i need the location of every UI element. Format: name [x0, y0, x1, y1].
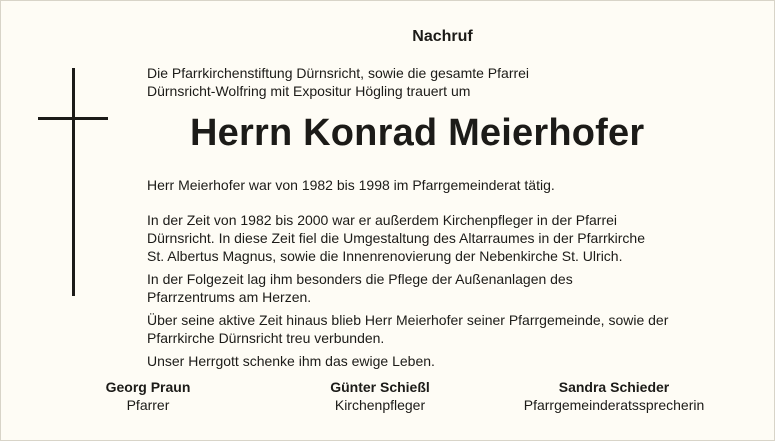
signatory-role: Kirchenpfleger [334, 397, 426, 413]
paragraph-line: Pfarrkirche Dürnsricht treu verbunden. [147, 330, 385, 346]
paragraph-line: Über seine aktive Zeit hinaus blieb Herr Meierhofer seiner Pfarrgemeinde, sowie der [147, 312, 669, 328]
paragraph-line: Dürnsricht. In diese Zeit fiel die Umgestaltung des Altarraumes in der Pfarrkirche [147, 230, 645, 246]
paragraph-later-years [147, 270, 668, 306]
intro-line: Die Pfarrkirchenstiftung Dürnsricht, sowie die gesamte Pfarrei [147, 65, 530, 81]
paragraph-line: In der Folgezeit lag ihm besonders die Pflege der Außenanlagen des [147, 271, 573, 287]
signatory-council-speaker [494, 378, 734, 414]
cross-horizontal-beam [38, 117, 108, 120]
signatory-role: Pfarrer [126, 397, 170, 413]
paragraph-line: In der Zeit von 1982 bis 2000 war er außerdem Kirchenpfleger in der Pfarrei [147, 212, 618, 228]
signatory-role: Pfarrgemeinderatssprecherin [523, 397, 705, 413]
signatory-name: Günter Schießl [330, 379, 430, 395]
paragraph-line: Pfarrzentrums am Herzen. [147, 289, 312, 305]
notice-heading: Nachruf [412, 28, 473, 45]
intro-text [147, 64, 529, 100]
paragraph-line: St. Albertus Magnus, sowie die Innenrenovierung der Nebenkirche St. Ulrich. [147, 248, 623, 264]
signatories [0, 378, 775, 418]
paragraph-loyalty [147, 311, 668, 347]
paragraph-blessing [147, 352, 668, 370]
paragraph-tenure [147, 176, 668, 194]
obituary-body [147, 176, 668, 370]
paragraph-line: Herr Meierhofer war von 1982 bis 1998 im Pfarrgemeinderat tätig. [147, 177, 555, 193]
paragraph-line: Unser Herrgott schenke ihm das ewige Leben. [147, 353, 435, 369]
intro-line: Dürnsricht-Wolfring mit Expositur Högling trauert um [147, 83, 471, 99]
signatory-name: Georg Praun [105, 379, 191, 395]
cross-vertical-beam [72, 68, 75, 296]
deceased-name: Herrn Konrad Meierhofer [190, 112, 645, 154]
paragraph-church-warden [147, 211, 668, 265]
signatory-name: Sandra Schieder [558, 379, 670, 395]
signatory-pastor [80, 378, 216, 414]
signatory-church-warden [306, 378, 454, 414]
